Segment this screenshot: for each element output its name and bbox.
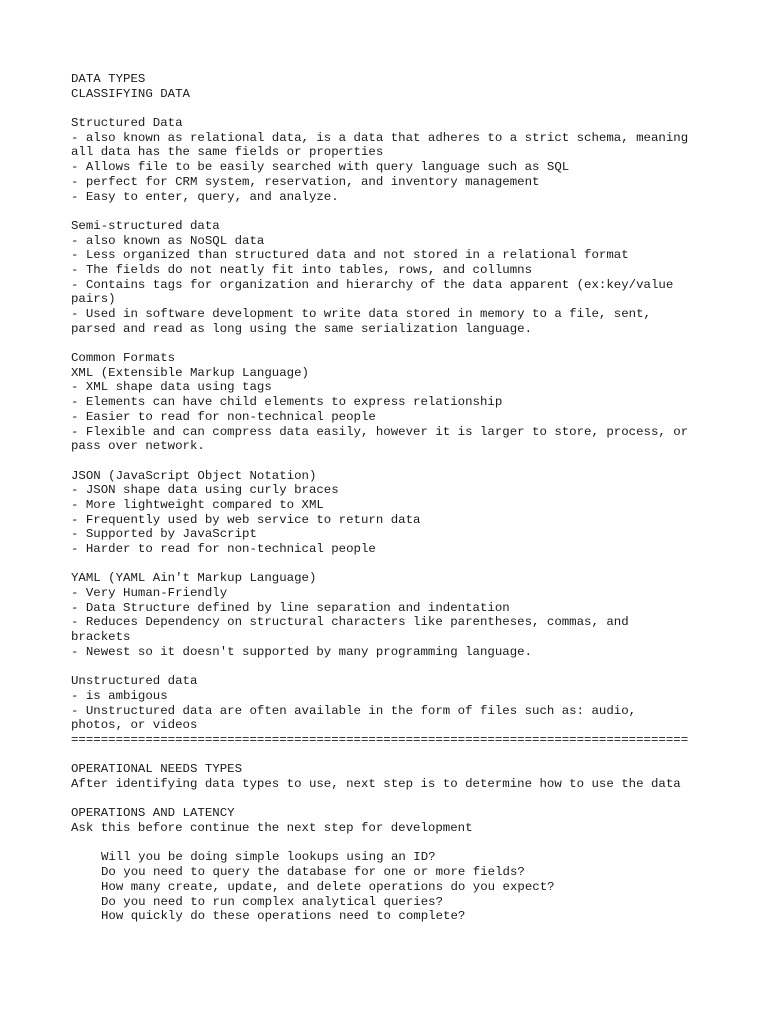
text-line: - Allows file to be easily searched with query language such as SQL xyxy=(71,160,570,175)
text-line: - Unstructured data are often available in the form of files such as: audio, xyxy=(71,703,637,718)
text-line: - XML shape data using tags xyxy=(71,380,272,395)
text-line: photos, or videos xyxy=(71,718,198,733)
subsection-title: YAML (YAML Ain't Markup Language) xyxy=(71,571,317,586)
spacer xyxy=(71,557,711,572)
document-page xyxy=(71,72,711,924)
unstructured-section xyxy=(71,674,711,733)
text-line: - Newest so it doesn't supported by many programming language. xyxy=(71,644,533,659)
question-line: Will you be doing simple lookups using an ID? xyxy=(101,850,436,865)
text-line: - JSON shape data using curly braces xyxy=(71,483,339,498)
text-line: Ask this before continue the next step for development xyxy=(71,821,473,836)
document-subheading: CLASSIFYING DATA xyxy=(71,86,190,101)
text-line: - Elements can have child elements to express relationship xyxy=(71,395,503,410)
text-line: - Contains tags for organization and hierarchy of the data apparent (ex:key/value xyxy=(71,277,674,292)
subsection-title: XML (Extensible Markup Language) xyxy=(71,365,309,380)
text-line: - More lightweight compared to XML xyxy=(71,497,324,512)
text-line: pass over network. xyxy=(71,439,205,454)
section-title: OPERATIONS AND LATENCY xyxy=(71,806,235,821)
text-line: - Easier to read for non-technical people xyxy=(71,409,376,424)
text-line: - also known as relational data, is a data that adheres to a strict schema, meaning xyxy=(71,130,689,145)
text-line: - Less organized than structured data and not stored in a relational format xyxy=(71,248,629,263)
section-title: Structured Data xyxy=(71,116,183,131)
spacer xyxy=(71,204,711,219)
text-line: brackets xyxy=(71,630,131,645)
document-heading: DATA TYPES xyxy=(71,72,146,86)
question-line: Do you need to query the database for one or more fields? xyxy=(101,865,525,880)
question-line: Do you need to run complex analytical queries? xyxy=(101,894,444,909)
text-line: pairs) xyxy=(71,292,116,307)
text-line: - Harder to read for non-technical people xyxy=(71,542,376,556)
text-line: - Very Human-Friendly xyxy=(71,586,228,601)
subsection-title: JSON (JavaScript Object Notation) xyxy=(71,468,317,483)
text-line: - Reduces Dependency on structural characters like parentheses, commas, and xyxy=(71,615,629,630)
spacer xyxy=(71,660,711,675)
text-line: - Supported by JavaScript xyxy=(71,527,257,542)
formats-section xyxy=(71,351,711,659)
text-line: - Easy to enter, query, and analyze. xyxy=(71,189,339,204)
text-line: - is ambigous xyxy=(71,688,168,703)
spacer xyxy=(71,336,711,351)
spacer xyxy=(71,792,711,807)
separator-line: =================================================================================== xyxy=(71,732,689,747)
section-title: Common Formats xyxy=(71,351,176,366)
text-line: all data has the same fields or properties xyxy=(71,145,384,160)
section-title: OPERATIONAL NEEDS TYPES xyxy=(71,762,243,777)
section-title: Semi-structured data xyxy=(71,218,220,233)
latency-section xyxy=(71,806,711,924)
text-line: - perfect for CRM system, reservation, and inventory management xyxy=(71,174,540,189)
question-line: How many create, update, and delete operations do you expect? xyxy=(101,879,555,894)
spacer xyxy=(71,454,711,469)
operational-section xyxy=(71,762,711,791)
text-line: - also known as NoSQL data xyxy=(71,233,265,248)
text-line: - Flexible and can compress data easily, however it is larger to store, process, or xyxy=(71,424,689,439)
spacer xyxy=(71,101,711,116)
section-title: Unstructured data xyxy=(71,674,198,689)
text-line: - Frequently used by web service to return data xyxy=(71,512,421,527)
text-line: parsed and read as long using the same serialization language. xyxy=(71,321,533,336)
semi-structured-section xyxy=(71,219,711,337)
text-line: - The fields do not neatly fit into tables, rows, and collumns xyxy=(71,262,533,277)
spacer xyxy=(71,748,711,763)
text-line: - Data Structure defined by line separation and indentation xyxy=(71,600,510,615)
question-line: How quickly do these operations need to complete? xyxy=(101,909,466,924)
text-line: - Used in software development to write data stored in memory to a file, sent, xyxy=(71,307,651,321)
text-line: After identifying data types to use, next step is to determine how to use the data xyxy=(71,777,681,791)
structured-section xyxy=(71,116,711,204)
spacer xyxy=(71,836,711,851)
